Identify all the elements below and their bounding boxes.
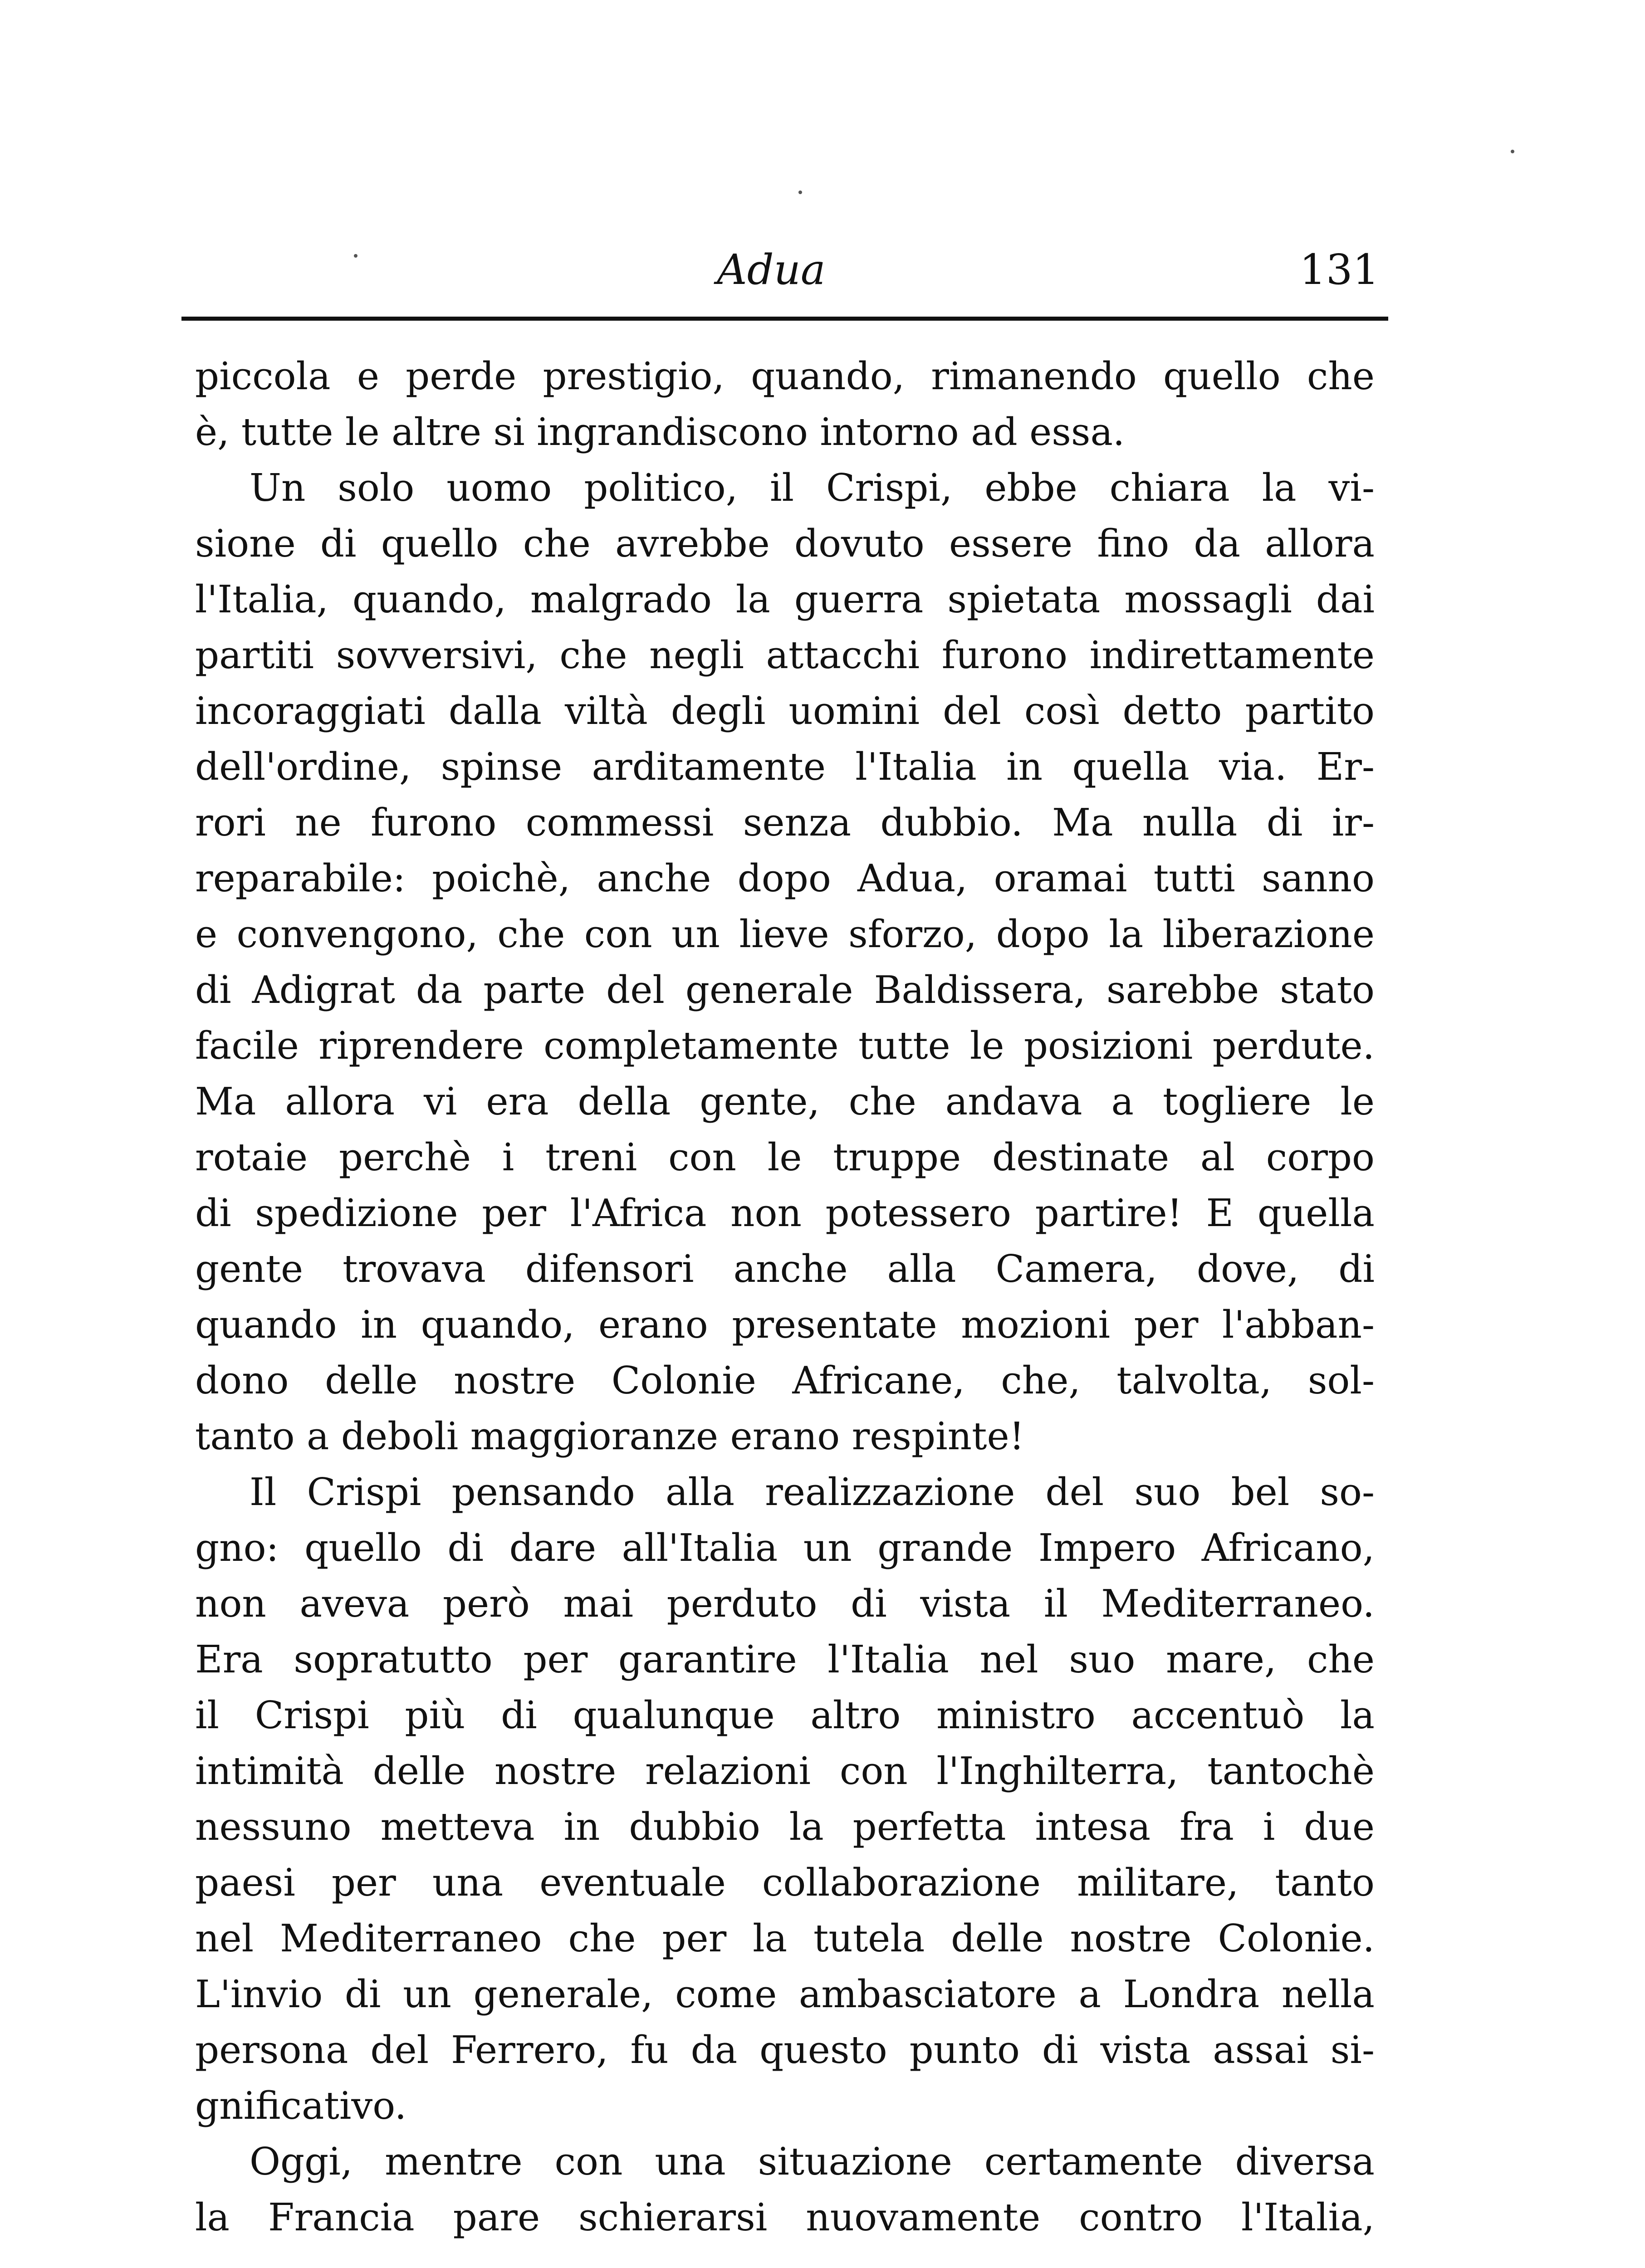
- text-line: L'invio di un generale, come ambasciatore a Londra nella: [195, 1972, 1375, 2016]
- text-line: Un solo uomo politico, il Crispi, ebbe chiara la vi-: [250, 466, 1375, 510]
- text-line: rori ne furono commessi senza dubbio. Ma nulla di ir-: [195, 801, 1375, 845]
- text-line: intimità delle nostre relazioni con l'Inghilterra, tantochè: [195, 1749, 1375, 1793]
- text-line: piccola e perde prestigio, quando, rimanendo quello che: [195, 354, 1375, 398]
- text-line: gno: quello di dare all'Italia un grande Impero Africano,: [195, 1526, 1375, 1570]
- text-line: rotaie perchè i treni con le truppe destinate al corpo: [195, 1135, 1375, 1179]
- text-line: e convengono, che con un lieve sforzo, dopo la liberazione: [195, 912, 1375, 956]
- text-line: reparabile: poichè, anche dopo Adua, oramai tutti sanno: [195, 856, 1375, 900]
- header-rule: [181, 317, 1388, 321]
- text-line: Il Crispi pensando alla realizzazione del suo bel so-: [250, 1470, 1375, 1514]
- text-line: Era sopratutto per garantire l'Italia nel suo mare, che: [195, 1637, 1375, 1681]
- text-line: paesi per una eventuale collaborazione militare, tanto: [195, 1861, 1375, 1905]
- text-line: sione di quello che avrebbe dovuto essere fino da allora: [195, 522, 1375, 566]
- text-line: non aveva però mai perduto di vista il Mediterraneo.: [195, 1582, 1375, 1626]
- print-speck: [1511, 150, 1514, 153]
- text-line: il Crispi più di qualunque altro ministro accentuò la: [195, 1693, 1375, 1737]
- text-line: persona del Ferrero, fu da questo punto di vista assai si-: [195, 2028, 1375, 2072]
- body-text: [195, 348, 1375, 2245]
- text-line: partiti sovversivi, che negli attacchi furono indirettamente: [195, 633, 1375, 677]
- text-line: di Adigrat da parte del generale Baldissera, sarebbe stato: [195, 968, 1375, 1012]
- text-line: gnificativo.: [195, 2084, 407, 2128]
- text-line: tanto a deboli maggioranze erano respinte!: [195, 1414, 1024, 1458]
- running-title: Adua: [717, 245, 826, 294]
- text-line: di spedizione per l'Africa non potessero partire! E quella: [195, 1191, 1375, 1235]
- text-line: nel Mediterraneo che per la tutela delle nostre Colonie.: [195, 1916, 1375, 1960]
- text-line: quando in quando, erano presentate mozioni per l'abban-: [195, 1303, 1375, 1347]
- text-line: la Francia pare schierarsi nuovamente contro l'Italia,: [195, 2195, 1375, 2239]
- print-speck: [354, 254, 357, 258]
- text-line: dell'ordine, spinse arditamente l'Italia in quella via. Er-: [195, 745, 1375, 789]
- text-line: l'Italia, quando, malgrado la guerra spietata mossagli dai: [195, 577, 1375, 621]
- text-line: Ma allora vi era della gente, che andava a togliere le: [195, 1080, 1375, 1124]
- page-number: 131: [1299, 245, 1379, 294]
- text-line: dono delle nostre Colonie Africane, che, talvolta, sol-: [195, 1359, 1375, 1403]
- text-line: è, tutte le altre si ingrandiscono intorno ad essa.: [195, 410, 1125, 454]
- print-speck: [798, 191, 802, 194]
- text-line: incoraggiati dalla viltà degli uomini del così detto partito: [195, 689, 1375, 733]
- text-line: Oggi, mentre con una situazione certamente diversa: [250, 2140, 1375, 2184]
- text-line: nessuno metteva in dubbio la perfetta intesa fra i due: [195, 1805, 1375, 1849]
- text-line: gente trovava difensori anche alla Camera, dove, di: [195, 1247, 1375, 1291]
- text-line: facile riprendere completamente tutte le posizioni perdute.: [195, 1024, 1375, 1068]
